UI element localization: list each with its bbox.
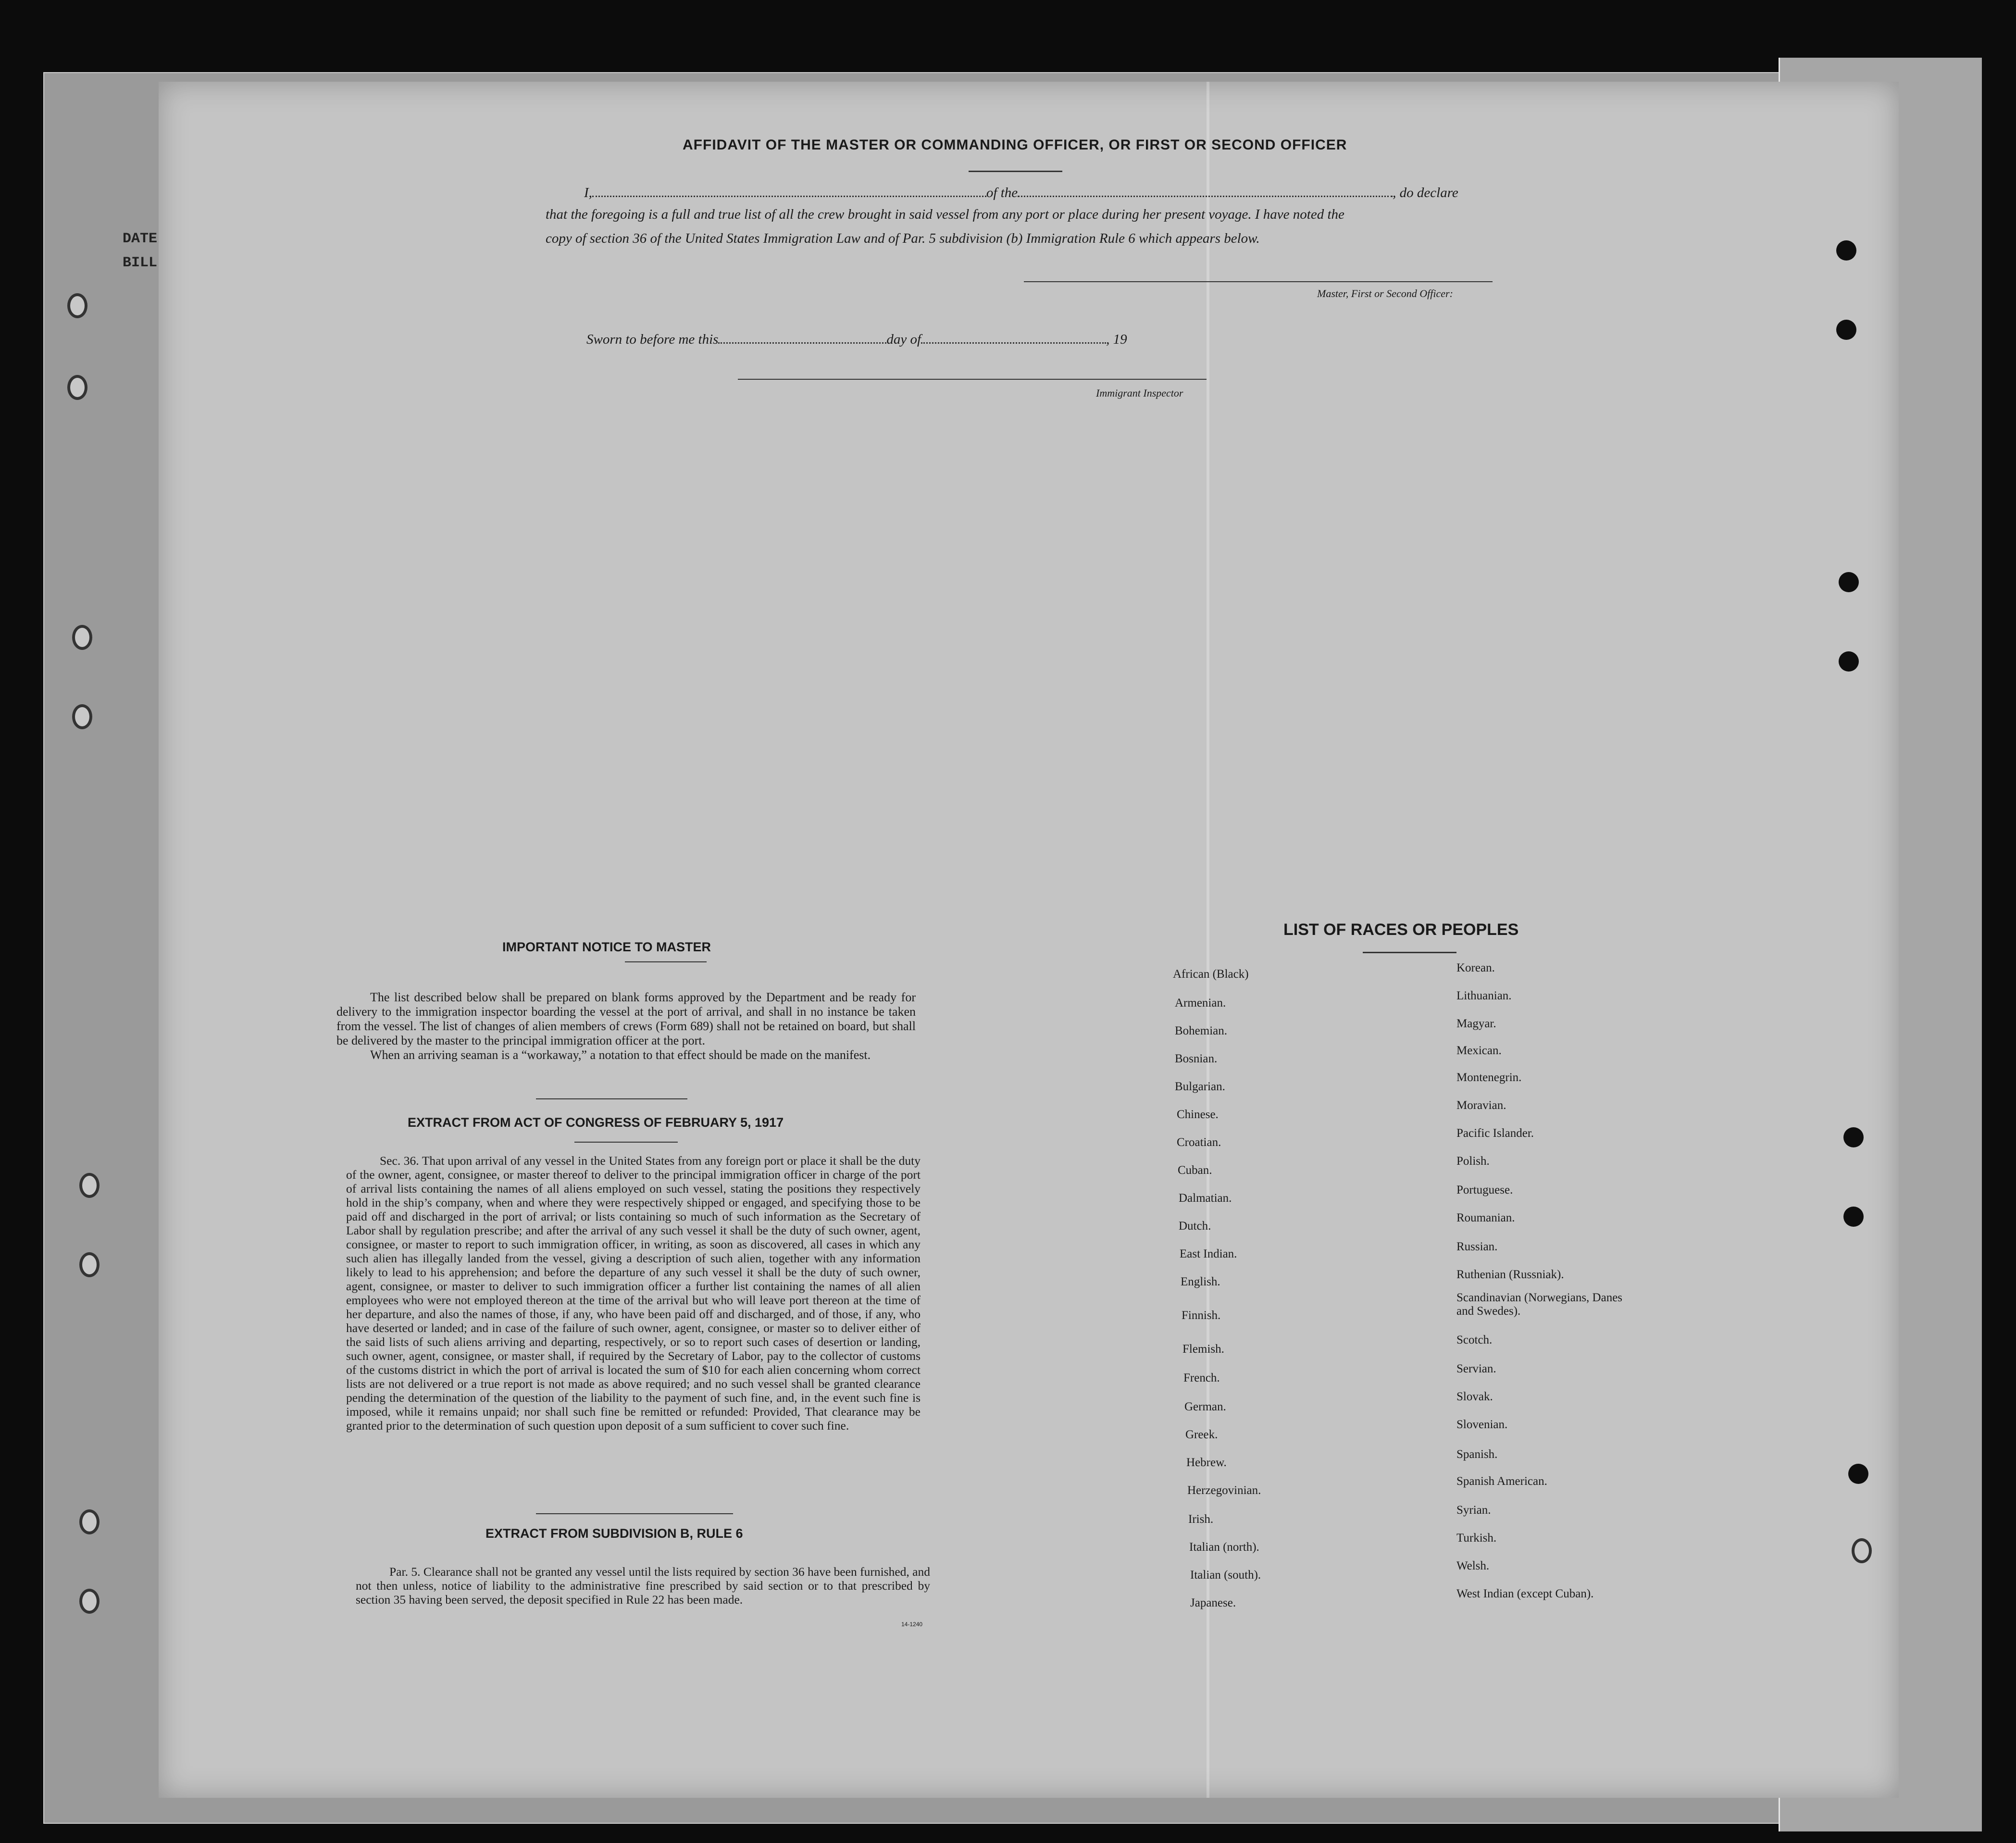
signature-line (1024, 281, 1493, 282)
race-item: Flemish. (1182, 1343, 1224, 1356)
race-item: Magyar. (1456, 1017, 1496, 1030)
affidavit-line-3: copy of section 36 of the United States Immigration Law and of Par. 5 subdivision (b) Immigration Rule 6 which appears below. (546, 231, 1260, 246)
inspector-label: Immigrant Inspector (1096, 387, 1183, 399)
par-5-text: Par. 5. Clearance shall not be granted any vessel until the lists required by section 36 have been furnished, and not then unless, notice of liability to the administrative fine prescribed by said section or to that prescribed by section 35 having been served, the deposit specified in Rule 22 has been made. (356, 1565, 930, 1606)
race-item: Lithuanian. (1456, 989, 1512, 1002)
vessel-blank (1018, 186, 1393, 197)
extract-rule-heading: EXTRACT FROM SUBDIVISION B, RULE 6 (485, 1526, 743, 1541)
race-item: Spanish American. (1456, 1475, 1547, 1488)
notice-underline (625, 961, 707, 962)
extract-act-heading: EXTRACT FROM ACT OF CONGRESS OF FEBRUARY 5, 1917 (408, 1115, 784, 1130)
race-item: Welsh. (1456, 1559, 1490, 1572)
race-item: German. (1184, 1400, 1226, 1413)
name-blank (592, 186, 986, 197)
race-item: East Indian. (1180, 1247, 1237, 1260)
punch-hole (1852, 1538, 1872, 1563)
notice-paragraph-1: The list described below shall be prepared on blank forms approved by the Department and be ready for delivery to the immigration inspector boarding the vessel at the port of arrival, and shall in no instance be taken from the vessel. The list of changes of alien members of crews (Form 689) shall not be retained on board, but shall be delivered by the master to the principal immigration officer at the port. (336, 990, 916, 1047)
punch-hole (1843, 1127, 1864, 1147)
year-text: , 19 (1106, 332, 1127, 347)
punch-hole (1839, 651, 1859, 672)
inspector-line (738, 379, 1207, 380)
race-item: Slovak. (1456, 1390, 1493, 1403)
race-item: Chinese. (1177, 1108, 1219, 1121)
race-item: Korean. (1456, 961, 1495, 974)
race-item: Armenian. (1175, 996, 1226, 1009)
race-item: African (Black) (1173, 968, 1249, 981)
binder-hole (79, 1589, 100, 1614)
side-label-bill: BILL (123, 255, 158, 271)
section-36-text: Sec. 36. That upon arrival of any vessel in the United States from any foreign port or place it shall be the duty of the owner, agent, consignee, or master thereof to deliver to the principal immigration officer in charge of the port of arrival lists containing the names of all aliens employed on such vessel, stating the positions they respectively hold in the ship’s company, when and where they were respectively shipped or engaged, and specifying those to be paid off and discharged in the port of arrival; or lists containing so much of such information as the Secretary of Labor shall by regulation prescribe; and after the arrival of any such vessel it shall be the duty of such owner, agent, consignee, or master to report to such immigration officer, in writing, as soon as discovered, all cases in which any such alien has illegally landed from the vessel, giving a description of such alien, together with any information likely to lead to his apprehension; and before the departure of any such vessel it shall be the duty of such owner, agent, consignee, or master to deliver to such immigration officer a further list containing the names of all alien employees who were not employed thereon at the time of the arrival but who will leave port thereon at the time of her departure, and also the names of those, if any, who have been paid off and discharged, and of those, if any, who have deserted or landed; and in case of the failure of such owner, agent, consignee, or master so to deliver either of the said lists of such aliens arriving and departing, respectively, or so to report such cases of desertion or landing, such owner, agent, consignee, or master shall, if required by the Secretary of Labor, pay to the collector of customs of the customs district in which the port of arrival is located the sum of $10 for each alien concerning whom correct lists are not delivered or a true report is not made as above required; and no such vessel shall be granted clearance pending the determination of the question of the liability to the payment of such fine, and, in the event such fine is imposed, while it remains unpaid; nor shall such fine be remitted or refunded: Provided, That clearance may be granted prior to the determination of such question upon deposit of a sum sufficient to cover such fine. (346, 1154, 921, 1432)
day-blank (718, 333, 886, 344)
separator (536, 1098, 687, 1099)
form-number: 14-1240 (901, 1621, 923, 1628)
race-item: French. (1183, 1371, 1220, 1384)
separator (536, 1513, 733, 1514)
affidavit-line-2: that the foregoing is a full and true list of all the crew brought in said vessel from any port or place during her present voyage. I have noted the (546, 207, 1344, 222)
race-item: Pacific Islander. (1456, 1127, 1534, 1140)
race-item: Greek. (1185, 1428, 1218, 1441)
race-item: English. (1181, 1275, 1220, 1288)
binder-hole (67, 375, 87, 400)
affidavit-declare: , do declare (1393, 185, 1458, 200)
race-item: Syrian. (1456, 1504, 1491, 1517)
affidavit-line-1 (584, 185, 1458, 201)
punch-hole (1836, 240, 1856, 261)
sworn-line (586, 332, 1127, 348)
race-item: West Indian (except Cuban). (1456, 1587, 1594, 1600)
race-item: Moravian. (1456, 1099, 1506, 1112)
binder-hole (79, 1173, 100, 1198)
race-item: Polish. (1456, 1155, 1490, 1168)
race-item: Finnish. (1182, 1309, 1221, 1322)
notice-heading: IMPORTANT NOTICE TO MASTER (502, 940, 711, 954)
sworn-text: Sworn to before me this (586, 332, 719, 347)
race-item: Slovenian. (1456, 1418, 1508, 1431)
race-item: Bohemian. (1175, 1024, 1228, 1037)
binder-hole (72, 625, 92, 650)
race-item: Servian. (1456, 1362, 1496, 1375)
punch-hole (1848, 1464, 1868, 1484)
races-heading: LIST OF RACES OR PEOPLES (1283, 921, 1519, 939)
binder-hole (72, 704, 92, 729)
race-item: Cuban. (1178, 1164, 1212, 1177)
binder-hole (67, 293, 87, 318)
race-item: Russian. (1456, 1240, 1498, 1253)
signature-label: Master, First or Second Officer: (1317, 287, 1453, 299)
extract-rule-text (356, 1565, 930, 1606)
affidavit-of-the: of the (986, 185, 1018, 200)
affidavit-i: I, (584, 185, 592, 200)
race-item: Turkish. (1456, 1532, 1497, 1544)
race-item: Mexican. (1456, 1044, 1502, 1057)
race-item: Italian (north). (1189, 1541, 1259, 1554)
side-label-date: DATE (123, 231, 158, 247)
punch-hole (1839, 572, 1859, 592)
races-underline (1363, 952, 1456, 953)
race-item: Irish. (1188, 1513, 1214, 1526)
binder-hole (79, 1252, 100, 1277)
notice-paragraph-2: When an arriving seaman is a “workaway,” a notation to that effect should be made on the manifest. (370, 1048, 871, 1062)
race-item: Bulgarian. (1175, 1080, 1225, 1093)
punch-hole (1836, 320, 1856, 340)
race-item: Hebrew. (1186, 1456, 1227, 1469)
race-item: Dalmatian. (1179, 1192, 1232, 1205)
affidavit-title: AFFIDAVIT OF THE MASTER OR COMMANDING OFFICER, OR FIRST OR SECOND OFFICER (683, 137, 1347, 153)
notice-text (336, 990, 916, 1062)
title-underline (969, 171, 1062, 172)
month-blank (921, 333, 1106, 344)
race-item: Italian (south). (1190, 1569, 1261, 1581)
race-item: Portuguese. (1456, 1183, 1513, 1196)
binder-hole (79, 1509, 100, 1534)
race-item: Dutch. (1179, 1220, 1211, 1233)
race-item: Roumanian. (1456, 1211, 1515, 1224)
race-item: Scotch. (1456, 1333, 1493, 1346)
extract-act-text (346, 1154, 921, 1432)
race-item: Japanese. (1190, 1596, 1236, 1609)
race-item: Herzegovinian. (1187, 1484, 1261, 1497)
day-of-text: day of (886, 332, 921, 347)
race-item: Ruthenian (Russniak). (1456, 1268, 1564, 1281)
race-item: Montenegrin. (1456, 1071, 1522, 1084)
race-item: Croatian. (1177, 1136, 1221, 1149)
punch-hole (1843, 1207, 1864, 1227)
race-item: Bosnian. (1175, 1052, 1218, 1065)
extract-act-underline (574, 1142, 678, 1143)
race-item: Scandinavian (Norwegians, Danes and Swedes). (1456, 1291, 1623, 1318)
race-item: Spanish. (1456, 1448, 1498, 1461)
